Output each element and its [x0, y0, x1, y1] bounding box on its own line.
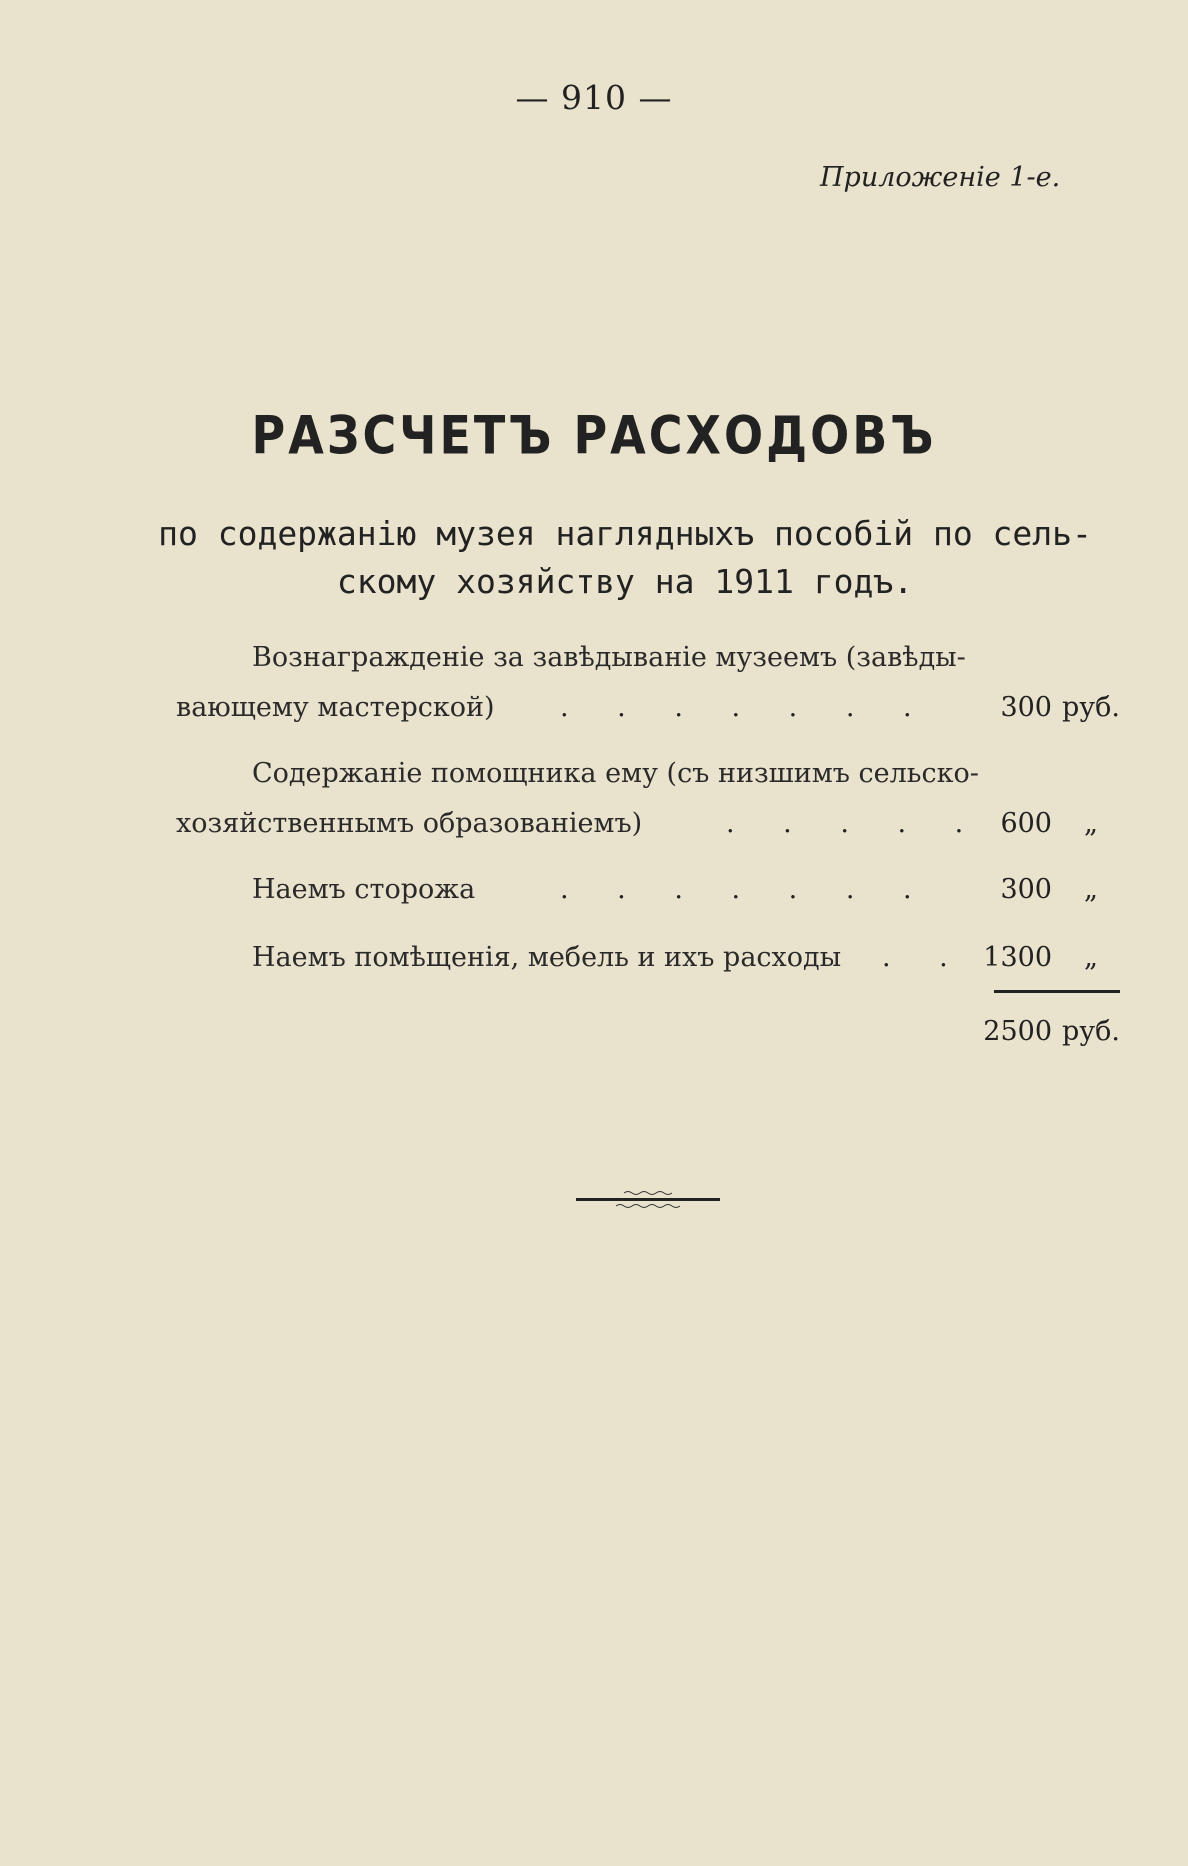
- item-1-line-1: Вознагражденіе за завѣдываніе музеемъ (завѣды-: [252, 642, 966, 673]
- item-2-amount: 600: [1000, 808, 1052, 839]
- sum-rule: [994, 990, 1120, 993]
- item-1-unit: руб.: [1062, 692, 1121, 723]
- item-3-line-1: Наемъ сторожа: [252, 874, 476, 905]
- item-2-line-1: Содержаніе помощника ему (съ низшимъ сельско-: [252, 758, 979, 789]
- item-2-dots: . . . . .: [726, 808, 984, 839]
- item-4-unit: „: [1084, 942, 1098, 973]
- item-4-line-1: Наемъ помѣщенія, мебель и ихъ расходы: [252, 942, 842, 973]
- appendix-label: Приложеніе 1-е.: [820, 162, 1061, 193]
- item-4-dots: . .: [882, 942, 968, 973]
- page-number: — 910 —: [515, 78, 673, 117]
- item-1-dots: . . . . . . .: [560, 692, 932, 723]
- total-amount: 2500: [983, 1016, 1052, 1047]
- item-3-unit: „: [1084, 874, 1098, 905]
- item-1-line-2: вающему мастерской): [176, 692, 495, 723]
- item-2-line-2: хозяйственнымъ образованіемъ): [176, 808, 643, 839]
- item-3-amount: 300: [1000, 874, 1052, 905]
- item-1-amount: 300: [1000, 692, 1052, 723]
- subtitle-line-2: скому хозяйству на 1911 годъ.: [336, 562, 914, 601]
- item-3-dots: . . . . . . .: [560, 874, 932, 905]
- total-unit: руб.: [1062, 1016, 1121, 1047]
- end-ornament: [576, 1190, 720, 1210]
- subtitle-line-1: по содержанію музея наглядныхъ пособій по сель-: [158, 514, 1092, 553]
- item-2-unit: „: [1084, 808, 1098, 839]
- item-4-amount: 1300: [983, 942, 1052, 973]
- document-title: РАЗСЧЕТЪ РАСХОДОВЪ: [251, 403, 937, 467]
